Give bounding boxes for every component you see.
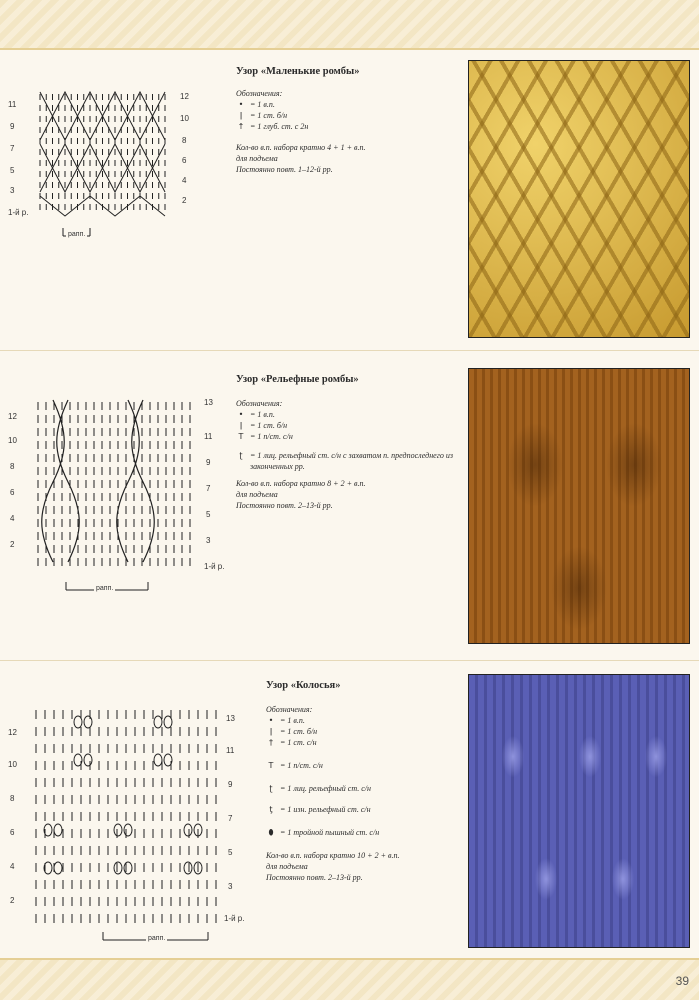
row-number: 2: [182, 196, 187, 205]
row-number: 3: [206, 536, 211, 545]
row-number: 13: [204, 398, 213, 407]
legend-item: [266, 726, 462, 737]
pattern-title: Узор «Маленькие ромбы»: [236, 66, 360, 77]
row-number: 10: [180, 114, 189, 123]
deep-crochet-icon: ↑: [237, 122, 245, 131]
legend-item: [266, 737, 462, 748]
legend-text: = 1 тройной пышный ст. с/н: [280, 828, 380, 837]
row-number: 9: [228, 780, 233, 789]
chain-dot-icon: •: [238, 100, 244, 109]
row-number: 1-й р.: [204, 562, 225, 571]
legend-text: = 1 ст. б/н: [280, 727, 318, 736]
pattern-note: Кол-во в.п. набора кратно 8 + 2 + в.п.: [236, 479, 366, 488]
legend-text: = 1 ст. б/н: [250, 111, 288, 120]
row-number: 5: [10, 166, 15, 175]
legend: [236, 398, 464, 511]
double-crochet-icon: †: [269, 738, 273, 747]
legend-item: [266, 804, 462, 815]
back-post-icon: ƫ: [269, 805, 273, 814]
legend-text: = 1 в.п.: [250, 100, 275, 109]
single-crochet-icon: ǀ: [239, 111, 243, 120]
row-number: 5: [206, 510, 211, 519]
legend-text: = 1 лиц. рельефный ст. с/н: [280, 784, 371, 793]
single-crochet-icon: ǀ: [239, 421, 243, 430]
legend-item: [266, 715, 462, 726]
legend-text: = 1 ст. б/н: [250, 421, 288, 430]
legend-item: [236, 409, 464, 420]
legend-item: [266, 827, 462, 838]
legend-text: = 1 в.п.: [280, 716, 305, 725]
legend: [266, 704, 462, 883]
row-number: 1-й р.: [8, 208, 29, 217]
pattern-note: для подъема: [236, 154, 278, 163]
crochet-chart: [8, 88, 198, 248]
decorative-border-top: [0, 0, 699, 50]
row-number: 9: [206, 458, 211, 467]
legend-heading: Обозначения:: [236, 399, 283, 408]
row-number: 7: [10, 144, 15, 153]
row-number: 11: [226, 746, 235, 755]
row-number: 6: [10, 488, 15, 497]
row-number: 4: [182, 176, 187, 185]
legend-item: [236, 110, 446, 121]
chain-dot-icon: •: [268, 716, 274, 725]
legend: [236, 88, 446, 175]
row-number: 5: [228, 848, 233, 857]
chart-graphic: [8, 88, 198, 248]
puff-stitch-icon: ⬮: [268, 828, 274, 837]
swatch-photo: [468, 368, 690, 644]
row-number: 7: [206, 484, 211, 493]
pattern-note: для подъема: [236, 490, 278, 499]
row-number: 12: [8, 412, 17, 421]
legend-item: [236, 420, 464, 431]
section-divider: [0, 660, 699, 661]
half-double-crochet-icon: T: [268, 761, 274, 770]
row-number: 12: [180, 92, 189, 101]
row-number: 4: [10, 514, 15, 523]
half-double-crochet-icon: T: [238, 432, 244, 441]
pattern-note: Постоянно повт. 1–12-й рр.: [236, 165, 333, 174]
repeat-label: рапп.: [68, 231, 86, 238]
swatch-photo: [468, 60, 690, 338]
legend-item: [266, 783, 462, 794]
row-number: 11: [8, 100, 17, 109]
legend-item: [266, 760, 462, 771]
crochet-chart: [8, 700, 250, 952]
legend-item: [236, 99, 446, 110]
row-number: 10: [8, 760, 17, 769]
row-number: 6: [10, 828, 15, 837]
chain-dot-icon: •: [238, 410, 244, 419]
row-number: 7: [228, 814, 233, 823]
row-number: 10: [8, 436, 17, 445]
row-number: 2: [10, 540, 15, 549]
decorative-border-bottom: [0, 958, 699, 1000]
chart-graphic: [8, 392, 230, 602]
legend-text: = 1 изн. рельефный ст. с/н: [280, 805, 371, 814]
row-number: 8: [10, 462, 15, 471]
pattern-title: Узор «Колосья»: [266, 680, 341, 691]
front-post-icon: ʈ: [239, 451, 243, 460]
legend-heading: Обозначения:: [266, 705, 313, 714]
page-number: 39: [675, 974, 689, 988]
legend-text: = 1 ст. с/н: [280, 738, 317, 747]
row-number: 8: [10, 794, 15, 803]
repeat-label: рапп.: [148, 935, 166, 942]
chart-graphic: [8, 700, 250, 952]
row-number: 1-й р.: [224, 914, 245, 923]
legend-text: = 1 п/ст. с/н: [280, 761, 323, 770]
section-divider: [0, 350, 699, 351]
row-number: 8: [182, 136, 187, 145]
swatch-photo: [468, 674, 690, 948]
legend-item: [236, 431, 464, 442]
row-number: 11: [204, 432, 213, 441]
row-number: 2: [10, 896, 15, 905]
crochet-chart: [8, 392, 230, 602]
pattern-note: Постоянно повт. 2–13-й рр.: [266, 873, 363, 882]
row-number: 6: [182, 156, 187, 165]
row-number: 3: [10, 186, 15, 195]
row-number: 9: [10, 122, 15, 131]
row-number: 4: [10, 862, 15, 871]
legend-heading: Обозначения:: [236, 89, 283, 98]
legend-item: [236, 121, 446, 132]
front-post-icon: ʈ: [269, 784, 273, 793]
single-crochet-icon: ǀ: [269, 727, 273, 736]
legend-text: = 1 лиц. рельефный ст. с/н с захватом п. предпоследнего из законченных рр.: [250, 451, 453, 471]
row-number: 13: [226, 714, 235, 723]
pattern-title: Узор «Рельефные ромбы»: [236, 374, 359, 385]
legend-text: = 1 глуб. ст. с 2н: [250, 122, 309, 131]
row-number: 12: [8, 728, 17, 737]
legend-text: = 1 п/ст. с/н: [250, 432, 293, 441]
pattern-note: Кол-во в.п. набора кратно 4 + 1 + в.п.: [236, 143, 366, 152]
legend-text: = 1 в.п.: [250, 410, 275, 419]
pattern-note: Кол-во в.п. набора кратно 10 + 2 + в.п.: [266, 851, 400, 860]
legend-item: [236, 450, 464, 472]
repeat-label: рапп.: [96, 585, 114, 592]
pattern-note: Постоянно повт. 2–13-й рр.: [236, 501, 333, 510]
pattern-note: для подъема: [266, 862, 308, 871]
row-number: 3: [228, 882, 233, 891]
